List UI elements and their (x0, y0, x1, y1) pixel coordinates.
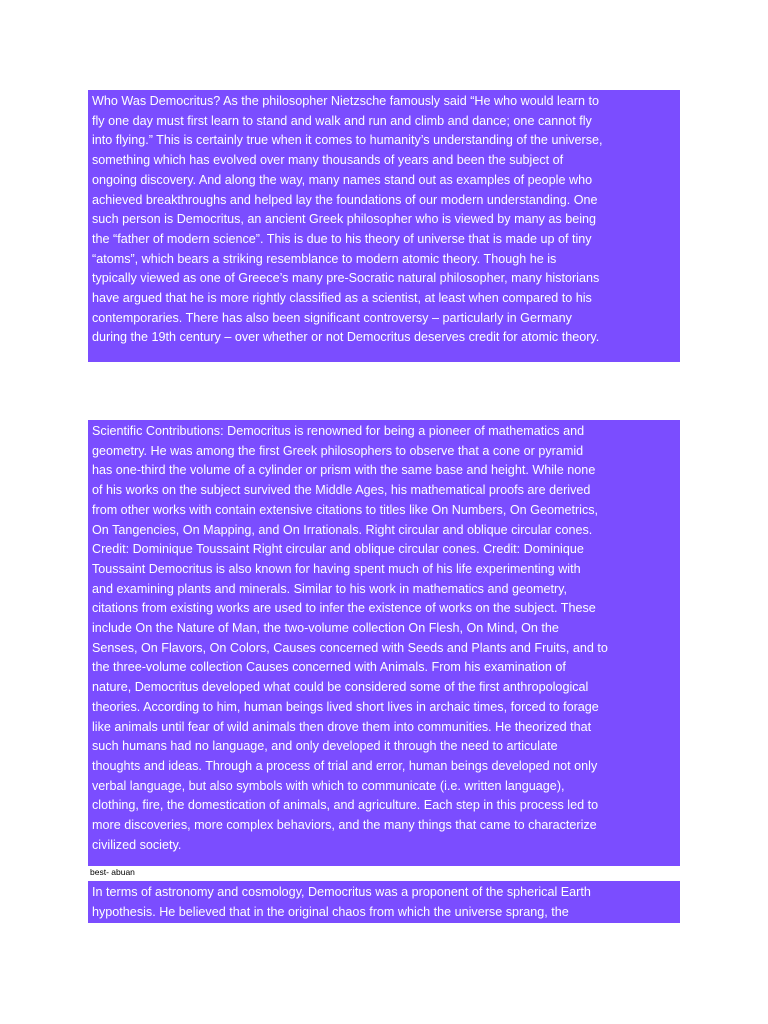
text-line: ongoing discovery. And along the way, many names stand out as examples of people who (92, 172, 593, 187)
text-block-astronomy-cosmology (88, 881, 680, 923)
text-line: has one-third the volume of a cylinder or prism with the same base and height. While none (92, 463, 596, 478)
text-line: during the 19th century – over whether or not Democritus deserves credit for atomic theory. (92, 330, 600, 345)
caption-text: best- abuan (90, 867, 135, 877)
text-line: achieved breakthroughs and helped lay the foundations of our modern understanding. One (92, 192, 598, 207)
text-line: such person is Democritus, an ancient Greek philosopher who is viewed by many as being (92, 212, 597, 227)
text-line: something which has evolved over many thousands of years and been the subject of (92, 153, 564, 168)
text-block-scientific-contributions (88, 420, 680, 866)
text-line: Credit: Dominique Toussaint Right circular and oblique circular cones. Credit: Dominique (92, 542, 584, 557)
text-line: theories. According to him, human beings lived short lives in archaic times, forced to forage (92, 699, 599, 714)
text-line: On Tangencies, On Mapping, and On Irrationals. Right circular and oblique circular cones. (92, 522, 593, 537)
text-line: civilized society. (92, 837, 182, 852)
text-line: include On the Nature of Man, the two-volume collection On Flesh, On Mind, On the (92, 621, 559, 636)
text-line: more discoveries, more complex behaviors, and the many things that came to characterize (92, 818, 597, 833)
text-line: hypothesis. He believed that in the original chaos from which the universe sprang, the (92, 904, 569, 919)
text-line: contemporaries. There has also been significant controversy – particularly in Germany (92, 310, 572, 325)
text-line: “atoms”, which bears a striking resemblance to modern atomic theory. Though he is (92, 251, 557, 266)
text-line: such humans had no language, and only developed it through the need to articulate (92, 739, 558, 754)
text-line: typically viewed as one of Greece’s many pre-Socratic natural philosopher, many historians (92, 271, 600, 286)
text-block-who-was-democritus (88, 90, 680, 362)
text-line: the three-volume collection Causes concerned with Animals. From his examination of (92, 660, 566, 675)
text-line: Toussaint Democritus is also known for having spent much of his life experimenting with (92, 561, 581, 576)
text-line: like animals until fear of wild animals then drove them into communities. He theorized that (92, 719, 592, 734)
text-line: Scientific Contributions: Democritus is renowned for being a pioneer of mathematics and (92, 424, 585, 438)
text-line: thoughts and ideas. Through a process of trial and error, human beings developed not only (92, 758, 598, 773)
text-line: of his works on the subject survived the Middle Ages, his mathematical proofs are derived (92, 483, 591, 498)
text-line: have argued that he is more rightly classified as a scientist, at least when compared to his (92, 291, 592, 306)
text-line: Who Was Democritus? As the philosopher Nietzsche famously said “He who would learn to (92, 94, 600, 108)
text-line: citations from existing works are used to infer the existence of works on the subject. These (92, 601, 596, 616)
text-line: geometry. He was among the first Greek philosophers to observe that a cone or pyramid (92, 443, 584, 458)
text-line: and examining plants and minerals. Similar to his work in mathematics and geometry, (92, 581, 568, 596)
text-line: In terms of astronomy and cosmology, Democritus was a proponent of the spherical Earth (92, 885, 591, 899)
text-line: nature, Democritus developed what could be considered some of the first anthropological (92, 680, 589, 695)
text-line: verbal language, but also symbols with which to communicate (i.e. written language), (92, 778, 565, 793)
text-line: Senses, On Flavors, On Colors, Causes concerned with Seeds and Plants and Fruits, and to (92, 640, 608, 655)
text-line: into flying.” This is certainly true when it comes to humanity’s understanding of the universe, (92, 133, 603, 148)
text-line: clothing, fire, the domestication of animals, and agriculture. Each step in this process led to (92, 798, 599, 813)
text-line: from other works with contain extensive citations to titles like On Numbers, On Geometrics, (92, 502, 599, 517)
text-line: fly one day must first learn to stand and walk and run and climb and dance; one cannot fly (92, 113, 592, 128)
text-line: the “father of modern science”. This is due to his theory of universe that is made up of tiny (92, 231, 592, 246)
